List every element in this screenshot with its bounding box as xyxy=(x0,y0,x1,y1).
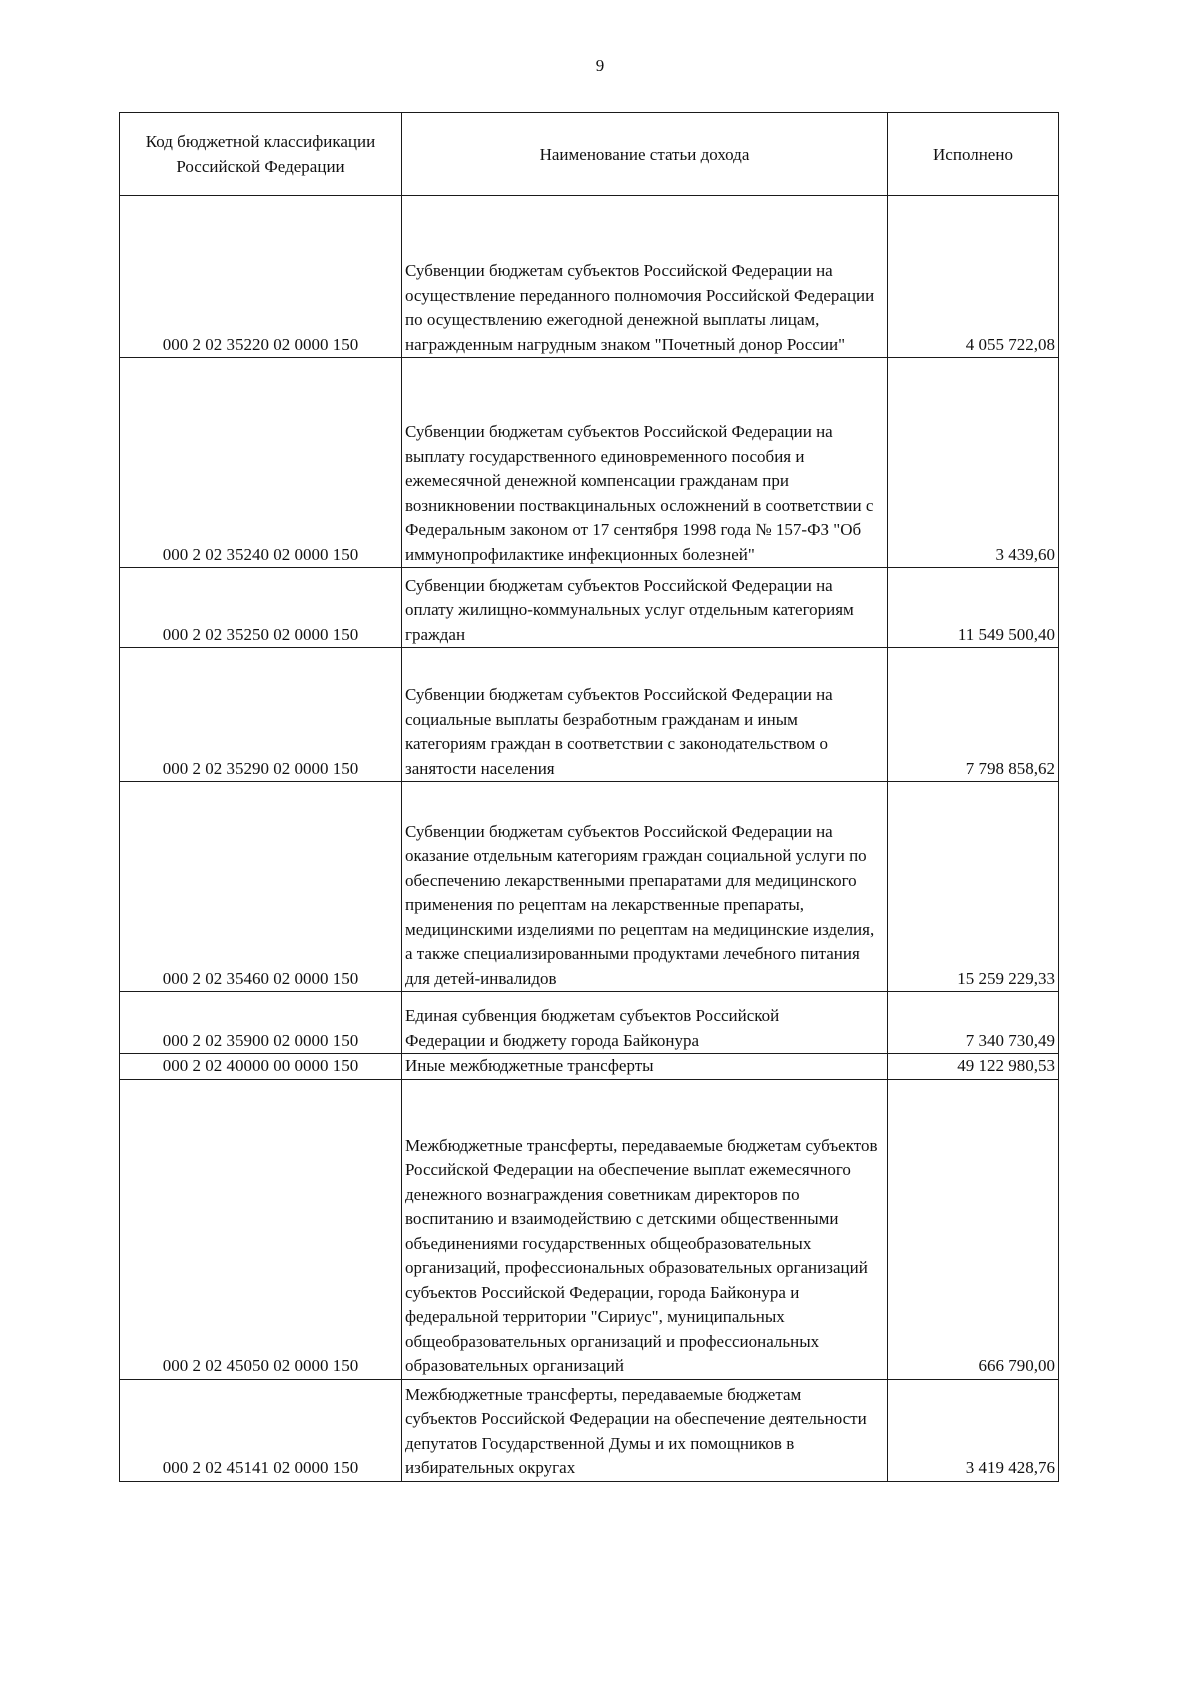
table-row xyxy=(120,1379,1059,1481)
row-name: Межбюджетные трансферты, передаваемые бюджетам субъектов Российской Федерации на обеспечение деятельности депутатов Государственной Думы и их помощников в избирательных округах xyxy=(405,1384,867,1477)
row-amount: 666 790,00 xyxy=(888,1079,1059,1379)
table-row xyxy=(120,1079,1059,1379)
table-row xyxy=(120,648,1059,782)
header-amount: Исполнено xyxy=(888,113,1059,196)
row-amount: 11 549 500,40 xyxy=(888,568,1059,648)
row-name: Иные межбюджетные трансферты xyxy=(405,1056,654,1075)
row-code: 000 2 02 35250 02 0000 150 xyxy=(120,568,402,648)
table-row xyxy=(120,992,1059,1054)
row-code: 000 2 02 45050 02 0000 150 xyxy=(120,1079,402,1379)
row-name: Субвенции бюджетам субъектов Российской Федерации на оказание отдельным категориям граждан социальной услуги по обеспечению лекарственными препаратами для медицинского применения по рецептам на лекарственные препараты, медицинскими изделиями по рецептам на медицинские изделия, а также специализированными продуктами лечебного питания для детей-инвалидов xyxy=(405,821,875,988)
row-code: 000 2 02 35900 02 0000 150 xyxy=(120,992,402,1054)
row-name-cell xyxy=(402,196,888,358)
row-name-cell xyxy=(402,1054,888,1080)
row-name: Субвенции бюджетам субъектов Российской Федерации на выплату государственного единовременного пособия и ежемесячной денежной компенсации гражданам при возникновении поствакцинальных осложнений в соответствии с Федеральным законом от 17 сентября 1998 года № 157-ФЗ "Об иммунопрофилактике инфекционных болезней" xyxy=(405,422,874,564)
row-name-cell xyxy=(402,358,888,568)
row-name: Единая субвенция бюджетам субъектов Российской Федерации и бюджету города Байконура xyxy=(405,1006,780,1050)
row-amount: 15 259 229,33 xyxy=(888,782,1059,992)
page-number: 9 xyxy=(595,56,605,75)
table-row xyxy=(120,358,1059,568)
row-name-cell xyxy=(402,1379,888,1481)
row-amount: 7 798 858,62 xyxy=(888,648,1059,782)
row-amount: 3 419 428,76 xyxy=(888,1379,1059,1481)
header-name: Наименование статьи дохода xyxy=(402,113,888,196)
row-name-cell xyxy=(402,1079,888,1379)
row-name: Субвенции бюджетам субъектов Российской Федерации на социальные выплаты безработным гражданам и иным категориям граждан в соответствии с законодательством о занятости населения xyxy=(405,685,833,778)
table-row xyxy=(120,568,1059,648)
table-row xyxy=(120,1054,1059,1080)
row-amount: 4 055 722,08 xyxy=(888,196,1059,358)
row-amount: 49 122 980,53 xyxy=(888,1054,1059,1080)
row-code: 000 2 02 40000 00 0000 150 xyxy=(120,1054,402,1080)
row-code: 000 2 02 35240 02 0000 150 xyxy=(120,358,402,568)
row-code: 000 2 02 35220 02 0000 150 xyxy=(120,196,402,358)
row-name: Межбюджетные трансферты, передаваемые бюджетам субъектов Российской Федерации на обеспечение выплат ежемесячного денежного вознаграждения советникам директоров по воспитанию и взаимодействию с детскими общественными объединениями государственных общеобразовательных организаций, профессиональных образовательных организаций субъектов Российской Федерации, города Байконура и федеральной территории "Сириус", муниципальных общеобразовательных организаций и профессиональных образовательных организаций xyxy=(405,1135,878,1375)
row-name-cell xyxy=(402,568,888,648)
row-amount: 3 439,60 xyxy=(888,358,1059,568)
row-code: 000 2 02 35460 02 0000 150 xyxy=(120,782,402,992)
header-code: Код бюджетной классификации Российской Федерации xyxy=(120,113,402,196)
row-name-cell xyxy=(402,992,888,1054)
income-table xyxy=(119,112,1059,1482)
row-name: Субвенции бюджетам субъектов Российской Федерации на осуществление переданного полномочия Российской Федерации по осуществлению ежегодной денежной выплаты лицам, награжденным нагрудным знаком "Почетный донор России" xyxy=(405,261,875,354)
table-row xyxy=(120,782,1059,992)
row-name: Субвенции бюджетам субъектов Российской Федерации на оплату жилищно-коммунальных услуг отдельным категориям граждан xyxy=(405,575,854,644)
row-name-cell xyxy=(402,782,888,992)
row-code: 000 2 02 35290 02 0000 150 xyxy=(120,648,402,782)
row-code: 000 2 02 45141 02 0000 150 xyxy=(120,1379,402,1481)
table-header-row xyxy=(120,113,1059,196)
row-name-cell xyxy=(402,648,888,782)
row-amount: 7 340 730,49 xyxy=(888,992,1059,1054)
table-row xyxy=(120,196,1059,358)
